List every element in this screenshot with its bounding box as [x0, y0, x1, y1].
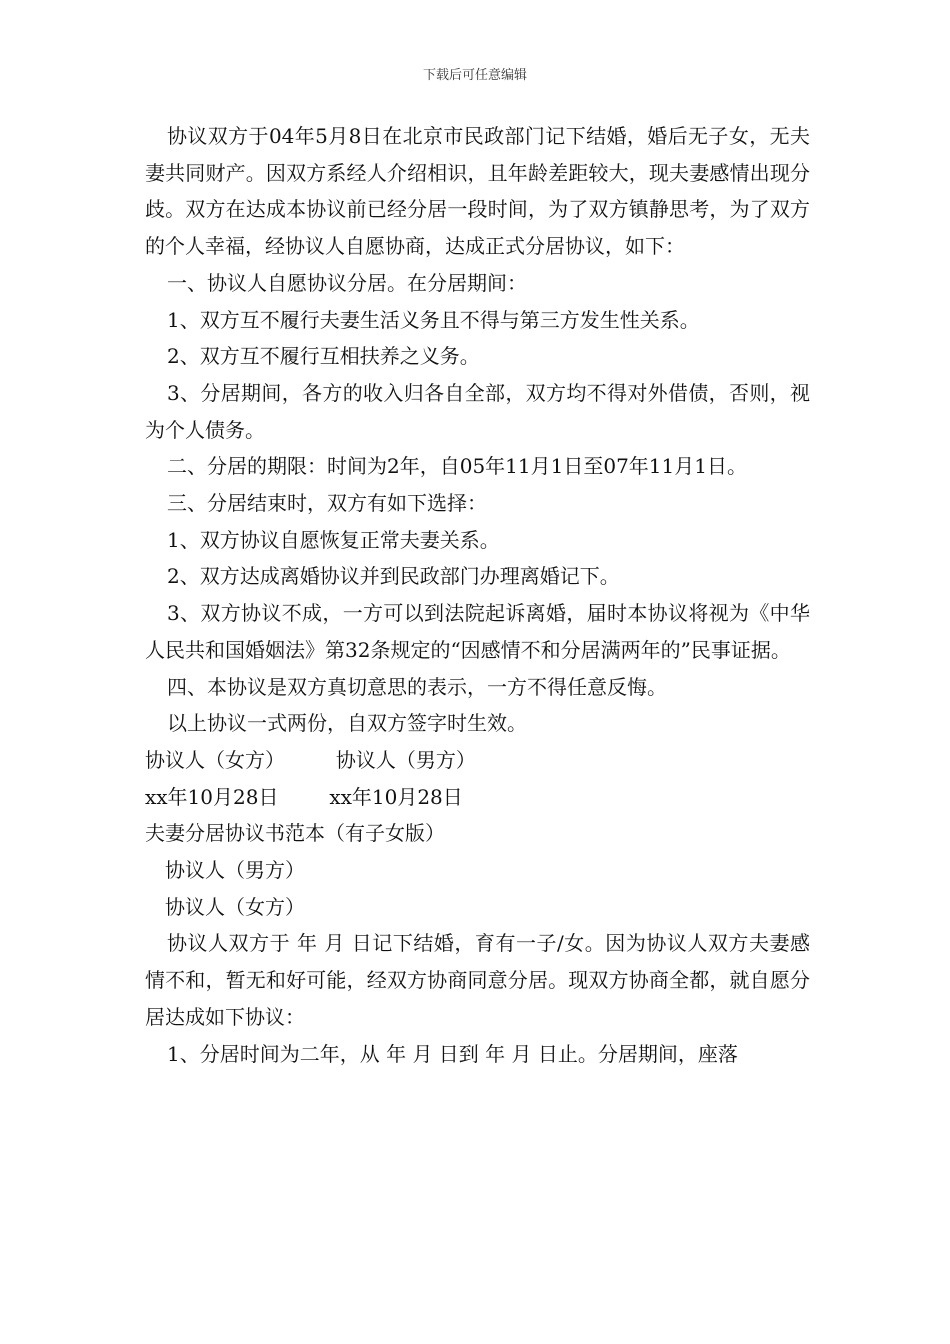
- clause-one-item-2: 2、双方互不履行互相扶养之义务。: [167, 344, 480, 369]
- clause-one-heading: 一、协议人自愿协议分居。在分居期间：: [167, 270, 527, 295]
- effect-statement: 以上协议一式两份，自双方签字时生效。: [167, 711, 527, 736]
- signature-dates: xx年10月28日 xx年10月28日: [145, 784, 463, 809]
- signature-parties: 协议人（女方） 协议人（男方）: [145, 747, 476, 772]
- clause-three-heading: 三、分居结束时，双方有如下选择：: [167, 491, 487, 516]
- template-title: 夫妻分居协议书范本（有子女版）: [145, 821, 445, 846]
- intro-paragraph: 协议双方于04年5月8日在北京市民政部门记下结婚，婚后无子女，无夫妻共同财产。因双方系经人介绍相识，且年龄差距较大，现夫妻感情出现分歧。双方在达成本协议前已经分居一段时间，为了双方镇静思考，为了双方的个人幸福，经协议人自愿协商，达成正式分居协议，如下：: [145, 124, 810, 259]
- second-clause-1: 1、分居时间为二年，从 年 月 日到 年 月 日止。分居期间，座落: [167, 1041, 738, 1066]
- clause-two-term: 二、分居的期限：时间为2年，自05年11月1日至07年11月1日。: [167, 454, 747, 479]
- second-intro-paragraph: 协议人双方于 年 月 日记下结婚，育有一子/女。因为协议人双方夫妻感情不和，暂无和好可能，经双方协商同意分居。现双方协商全都，就自愿分居达成如下协议：: [145, 931, 810, 1029]
- party-female-label: 协议人（女方）: [165, 894, 305, 919]
- clause-one-item-1: 1、双方互不履行夫妻生活义务且不得与第三方发生性关系。: [167, 307, 700, 332]
- clause-four: 四、本协议是双方真切意思的表示，一方不得任意反悔。: [167, 674, 667, 699]
- document-body: [145, 118, 810, 1072]
- clause-one-item-3: 3、分居期间，各方的收入归各自全部，双方均不得对外借债，否则，视为个人债务。: [145, 380, 810, 442]
- party-male-label: 协议人（男方）: [165, 858, 305, 883]
- clause-three-item-3: 3、双方协议不成，一方可以到法院起诉离婚，届时本协议将视为《中华人民共和国婚姻法》第32条规定的“因感情不和分居满两年的”民事证据。: [145, 601, 810, 662]
- clause-three-item-1: 1、双方协议自愿恢复正常夫妻关系。: [167, 527, 500, 552]
- clause-three-item-2: 2、双方达成离婚协议并到民政部门办理离婚记下。: [167, 564, 620, 589]
- page-header: 下载后可任意编辑: [422, 68, 527, 83]
